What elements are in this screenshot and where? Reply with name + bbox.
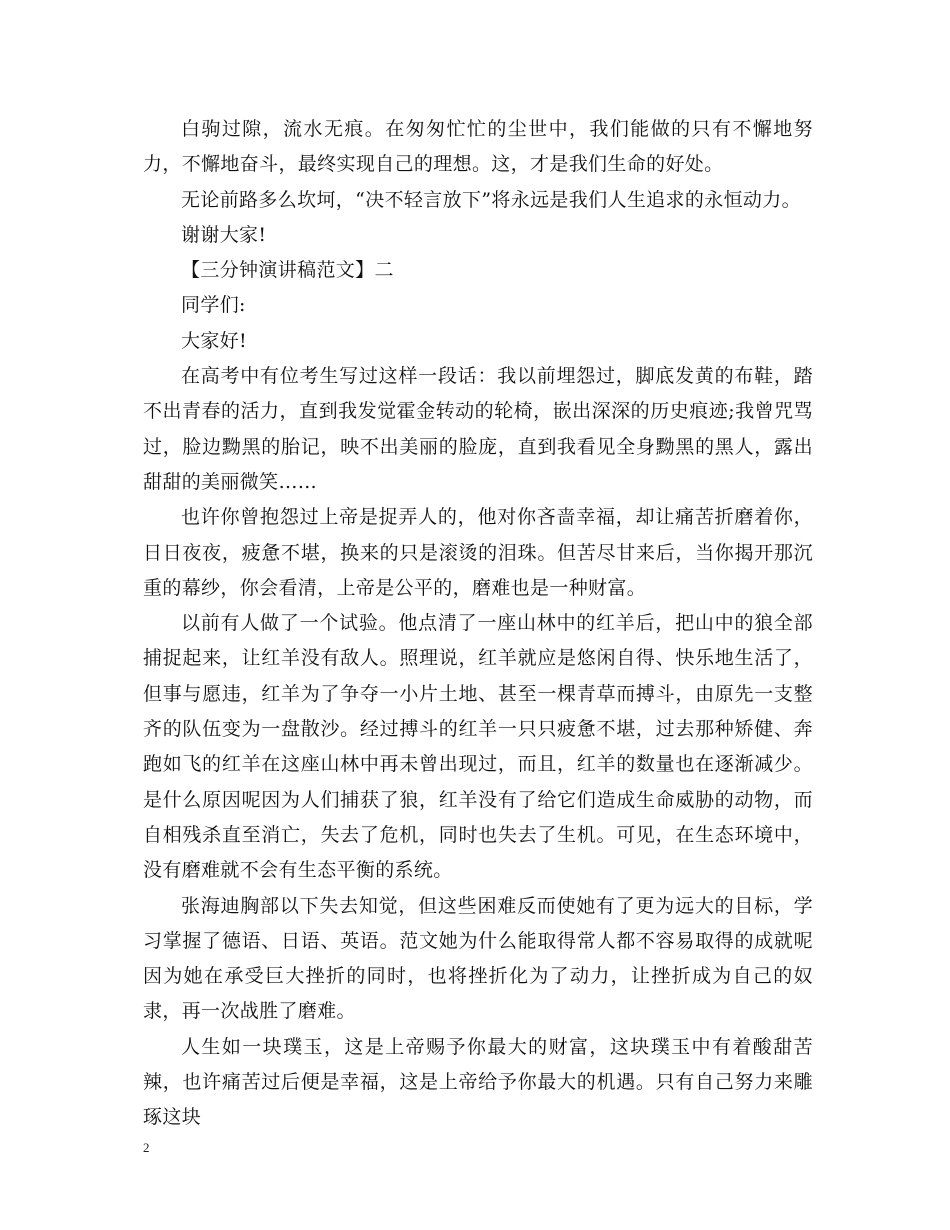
paragraph: 无论前路多么坎坷，“决不轻言放下”将永远是我们人生追求的永恒动力。 <box>181 188 801 211</box>
paragraph: 白驹过隙，流水无痕。在匆匆忙忙的尘世中，我们能做的只有不懈地努力，不懈地奋斗，最终实现自己的理想。这，才是我们生命的好处。 <box>143 118 813 176</box>
salutation: 同学们: <box>181 294 246 317</box>
page-number: 2 <box>143 1140 150 1155</box>
paragraph: 也许你曾抱怨过上帝是捉弄人的，他对你吝啬幸福，却让痛苦折磨着你，日日夜夜，疲惫不堪，换来的只是滚烫的泪珠。但苦尽甘来后，当你揭开那沉重的幕纱，你会看清，上帝是公平的，磨难也是一种财富。 <box>143 506 813 599</box>
greeting: 大家好! <box>181 329 248 352</box>
document-body <box>143 112 813 1136</box>
paragraph: 人生如一块璞玉，这是上帝赐予你最大的财富，这块璞玉中有着酸甜苦辣，也许痛苦过后便是幸福，这是上帝给予你最大的机遇。只有自己努力来雕琢这块 <box>143 1035 813 1129</box>
closing-line: 谢谢大家! <box>181 223 267 246</box>
paragraph: 以前有人做了一个试验。他点清了一座山林中的红羊后，把山中的狼全部捕捉起来，让红羊没有敌人。照理说，红羊就应是悠闲自得、快乐地生活了，但事与愿违，红羊为了争夺一小片土地、甚至一棵青草而搏斗，由原先一支整齐的队伍变为一盘散沙。经过搏斗的红羊一只只疲惫不堪，过去那种矫健、奔跑如飞的红羊在这座山林中再未曾出现过，而且，红羊的数量也在逐渐减少。是什么原因呢因为人们捕获了狼，红羊没有了给它们造成生命威胁的动物，而自相残杀直至消亡，失去了危机，同时也失去了生机。可见，在生态环境中，没有磨难就不会有生态平衡的系统。 <box>143 612 813 882</box>
section-heading: 【三分钟演讲稿范文】二 <box>181 259 394 282</box>
paragraph: 在高考中有位考生写过这样一段话：我以前埋怨过，脚底发黄的布鞋，踏不出青春的活力，直到我发觉霍金转动的轮椅，嵌出深深的历史痕迹;我曾咒骂过，脸边黝黑的胎记，映不出美丽的脸庞，直到我看见全身黝黑的黑人，露出甜甜的美丽微笑…… <box>143 365 813 493</box>
paragraph: 张海迪胸部以下失去知觉，但这些困难反而使她有了更为远大的目标，学习掌握了德语、日语、英语。范文她为什么能取得常人都不容易取得的成就呢因为她在承受巨大挫折的同时，也将挫折化为了动力，让挫折成为自己的奴隶，再一次战胜了磨难。 <box>143 894 813 1023</box>
